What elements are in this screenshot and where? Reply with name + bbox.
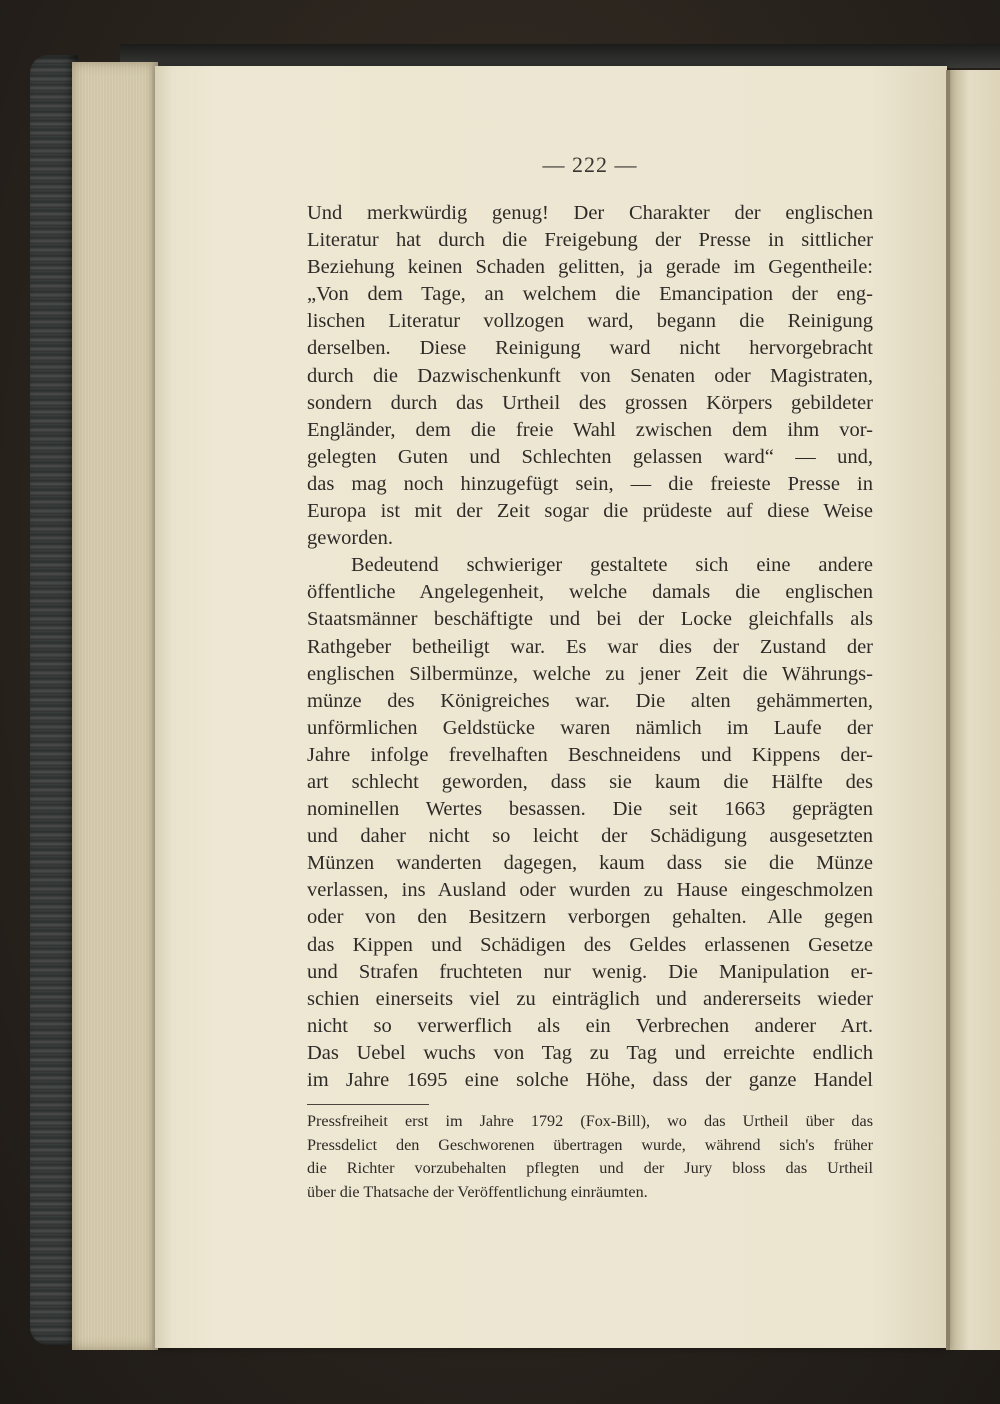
- page-number: — 222 —: [542, 152, 638, 177]
- text-line: münze des Königreiches war. Die alten gehämmerten,: [307, 689, 873, 712]
- footnote: [307, 1110, 873, 1204]
- text-line: Staatsmänner beschäftigte und bei der Locke gleichfalls als: [307, 608, 873, 631]
- footnote-line: über die Thatsache der Veröffentlichung einräumten.: [307, 1182, 648, 1201]
- text-line: durch die Dazwischenkunft von Senaten oder Magistraten,: [307, 364, 873, 387]
- text-line: „Von dem Tage, an welchem die Emancipation der eng-: [307, 283, 873, 306]
- text-line: nicht so verwerflich als ein Verbrechen anderer Art.: [307, 1014, 873, 1037]
- text-line: das mag noch hinzugefügt sein, — die freieste Presse in: [307, 472, 873, 495]
- text-line: englischen Silbermünze, welche zu jener Zeit die Währungs-: [307, 662, 873, 685]
- text-line: Und merkwürdig genug! Der Charakter der englischen: [307, 202, 873, 224]
- text-line: das Kippen und Schädigen des Geldes erlassenen Gesetze: [307, 933, 873, 956]
- text-line: unförmlichen Geldstücke waren nämlich im Laufe der: [307, 716, 873, 739]
- text-line: und Strafen fruchteten nur wenig. Die Manipulation er-: [307, 960, 873, 983]
- text-line: derselben. Diese Reinigung ward nicht hervorgebracht: [307, 337, 873, 360]
- book-spine: [30, 55, 78, 1345]
- facing-page-edge: [948, 70, 1000, 1350]
- text-line: Engländer, dem die freie Wahl zwischen dem ihm vor-: [307, 418, 873, 441]
- text-line: sondern durch das Urtheil des grossen Körpers gebildeter: [307, 391, 873, 414]
- text-line: Bedeutend schwieriger gestaltete sich eine andere: [351, 554, 873, 577]
- text-line: Beziehung keinen Schaden gelitten, ja gerade im Gegentheile:: [307, 256, 873, 279]
- text-line: Das Uebel wuchs von Tag zu Tag und erreichte endlich: [307, 1041, 873, 1064]
- paragraph-1: [307, 200, 873, 552]
- page-gutter: [946, 70, 950, 1350]
- footnote-line: die Richter vorzubehalten pflegten und der Jury bloss das Urtheil: [307, 1159, 873, 1177]
- paragraph-2: [307, 552, 873, 1094]
- footnote-line: Pressfreiheit erst im Jahre 1792 (Fox-Bill), wo das Urtheil über das: [307, 1112, 873, 1130]
- text-line: Rathgeber betheiligt war. Es war dies der Zustand der: [307, 635, 873, 658]
- footnote-rule: [307, 1104, 429, 1105]
- text-line: gelegten Guten und Schlechten gelassen ward“ — und,: [307, 445, 873, 468]
- text-line: lischen Literatur vollzogen ward, begann die Reinigung: [307, 310, 873, 333]
- text-line: oder von den Besitzern verborgen gehalten. Alle gegen: [307, 906, 873, 929]
- text-line: nominellen Wertes besassen. Die seit 1663 geprägten: [307, 798, 873, 821]
- text-line: Jahre infolge frevelhaften Beschneidens und Kippens der-: [307, 743, 873, 766]
- main-text: [307, 200, 873, 1094]
- text-line: öffentliche Angelegenheit, welche damals die englischen: [307, 581, 873, 604]
- text-line: im Jahre 1695 eine solche Höhe, dass der ganze Handel: [307, 1069, 873, 1091]
- footnote-line: Pressdelict den Geschworenen übertragen wurde, während sich's früher: [307, 1135, 873, 1154]
- text-line: Literatur hat durch die Freigebung der Presse in sittlicher: [307, 229, 873, 252]
- book-cover-top: [120, 44, 1000, 68]
- text-line: verlassen, ins Ausland oder wurden zu Hause eingeschmolzen: [307, 879, 873, 902]
- page-edges: [72, 62, 158, 1350]
- text-line: art schlecht geworden, dass sie kaum die Hälfte des: [307, 770, 873, 793]
- text-line: schien einerseits viel zu einträglich und andererseits wieder: [307, 987, 873, 1010]
- text-line: und daher nicht so leicht der Schädigung ausgesetzten: [307, 825, 873, 848]
- text-line: Europa ist mit der Zeit sogar die prüdeste auf diese Weise: [307, 500, 873, 523]
- text-line: Münzen wanderten dagegen, kaum dass sie die Münze: [307, 852, 873, 875]
- text-line: geworden.: [307, 527, 393, 550]
